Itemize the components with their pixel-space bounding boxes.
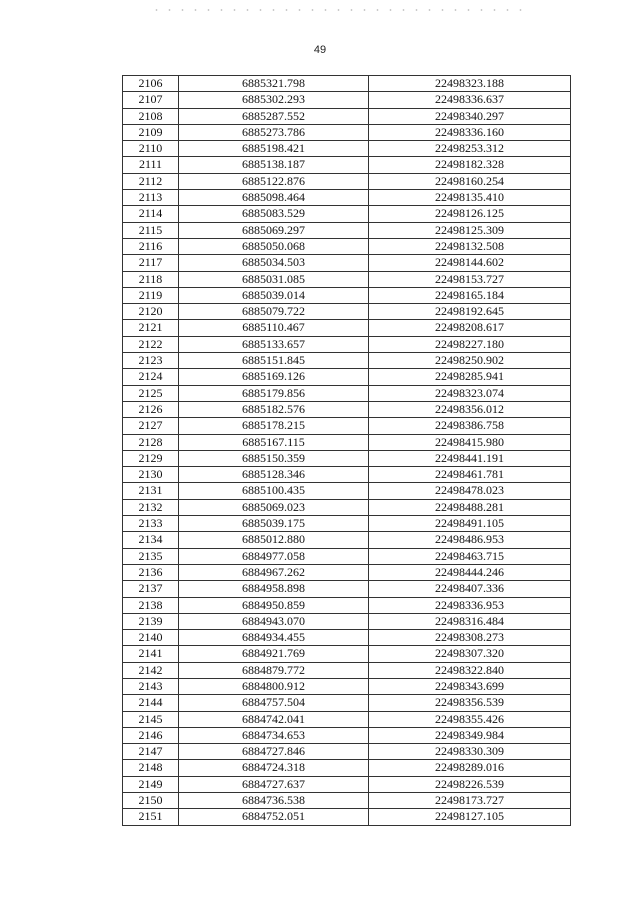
y-coordinate-cell: 22498160.254 [369, 173, 571, 189]
y-coordinate-cell: 22498192.645 [369, 304, 571, 320]
x-coordinate-cell: 6885083.529 [179, 206, 369, 222]
table-row [123, 320, 571, 336]
y-coordinate-cell: 22498182.328 [369, 157, 571, 173]
y-coordinate-cell: 22498491.105 [369, 516, 571, 532]
point-number-cell: 2117 [123, 255, 179, 271]
table-row [123, 190, 571, 206]
x-coordinate-cell: 6884752.051 [179, 809, 369, 825]
table-row [123, 418, 571, 434]
y-coordinate-cell: 22498153.727 [369, 271, 571, 287]
point-number-cell: 2127 [123, 418, 179, 434]
table-row [123, 793, 571, 809]
y-coordinate-cell: 22498250.902 [369, 353, 571, 369]
table-row [123, 744, 571, 760]
y-coordinate-cell: 22498289.016 [369, 760, 571, 776]
table-row [123, 678, 571, 694]
table-row [123, 157, 571, 173]
coordinates-table [122, 75, 571, 826]
table-row [123, 222, 571, 238]
y-coordinate-cell: 22498144.602 [369, 255, 571, 271]
table-row [123, 141, 571, 157]
point-number-cell: 2123 [123, 353, 179, 369]
x-coordinate-cell: 6885167.115 [179, 434, 369, 450]
y-coordinate-cell: 22498488.281 [369, 499, 571, 515]
point-number-cell: 2142 [123, 662, 179, 678]
point-number-cell: 2133 [123, 516, 179, 532]
point-number-cell: 2129 [123, 450, 179, 466]
x-coordinate-cell: 6884967.262 [179, 564, 369, 580]
point-number-cell: 2128 [123, 434, 179, 450]
x-coordinate-cell: 6885039.014 [179, 287, 369, 303]
y-coordinate-cell: 22498356.539 [369, 695, 571, 711]
point-number-cell: 2112 [123, 173, 179, 189]
x-coordinate-cell: 6885031.085 [179, 271, 369, 287]
point-number-cell: 2150 [123, 793, 179, 809]
y-coordinate-cell: 22498415.980 [369, 434, 571, 450]
table-row [123, 304, 571, 320]
y-coordinate-cell: 22498407.336 [369, 581, 571, 597]
x-coordinate-cell: 6885069.297 [179, 222, 369, 238]
table-row [123, 450, 571, 466]
point-number-cell: 2108 [123, 108, 179, 124]
table-row [123, 206, 571, 222]
y-coordinate-cell: 22498355.426 [369, 711, 571, 727]
x-coordinate-cell: 6885039.175 [179, 516, 369, 532]
table-row [123, 809, 571, 825]
table-row [123, 336, 571, 352]
y-coordinate-cell: 22498308.273 [369, 630, 571, 646]
x-coordinate-cell: 6884921.769 [179, 646, 369, 662]
point-number-cell: 2115 [123, 222, 179, 238]
table-row [123, 385, 571, 401]
table-row [123, 548, 571, 564]
y-coordinate-cell: 22498340.297 [369, 108, 571, 124]
point-number-cell: 2116 [123, 238, 179, 254]
table-row [123, 92, 571, 108]
x-coordinate-cell: 6885178.215 [179, 418, 369, 434]
point-number-cell: 2125 [123, 385, 179, 401]
x-coordinate-cell: 6885012.880 [179, 532, 369, 548]
x-coordinate-cell: 6885169.126 [179, 369, 369, 385]
point-number-cell: 2110 [123, 141, 179, 157]
y-coordinate-cell: 22498316.484 [369, 613, 571, 629]
table-row [123, 630, 571, 646]
y-coordinate-cell: 22498226.539 [369, 776, 571, 792]
point-number-cell: 2118 [123, 271, 179, 287]
table-row [123, 532, 571, 548]
point-number-cell: 2121 [123, 320, 179, 336]
x-coordinate-cell: 6885151.845 [179, 353, 369, 369]
y-coordinate-cell: 22498227.180 [369, 336, 571, 352]
table-row [123, 695, 571, 711]
point-number-cell: 2132 [123, 499, 179, 515]
x-coordinate-cell: 6885133.657 [179, 336, 369, 352]
y-coordinate-cell: 22498336.953 [369, 597, 571, 613]
x-coordinate-cell: 6885069.023 [179, 499, 369, 515]
table-row [123, 760, 571, 776]
x-coordinate-cell: 6885179.856 [179, 385, 369, 401]
table-row [123, 255, 571, 271]
table-row [123, 711, 571, 727]
point-number-cell: 2141 [123, 646, 179, 662]
point-number-cell: 2140 [123, 630, 179, 646]
y-coordinate-cell: 22498127.105 [369, 809, 571, 825]
point-number-cell: 2113 [123, 190, 179, 206]
x-coordinate-cell: 6884727.846 [179, 744, 369, 760]
x-coordinate-cell: 6885079.722 [179, 304, 369, 320]
table-row [123, 238, 571, 254]
x-coordinate-cell: 6885150.359 [179, 450, 369, 466]
point-number-cell: 2143 [123, 678, 179, 694]
y-coordinate-cell: 22498463.715 [369, 548, 571, 564]
point-number-cell: 2138 [123, 597, 179, 613]
point-number-cell: 2130 [123, 467, 179, 483]
point-number-cell: 2146 [123, 727, 179, 743]
point-number-cell: 2126 [123, 401, 179, 417]
y-coordinate-cell: 22498330.309 [369, 744, 571, 760]
x-coordinate-cell: 6884727.637 [179, 776, 369, 792]
x-coordinate-cell: 6885110.467 [179, 320, 369, 336]
y-coordinate-cell: 22498386.758 [369, 418, 571, 434]
x-coordinate-cell: 6885198.421 [179, 141, 369, 157]
x-coordinate-cell: 6885122.876 [179, 173, 369, 189]
point-number-cell: 2136 [123, 564, 179, 580]
scan-artifact-line [150, 9, 530, 11]
y-coordinate-cell: 22498444.246 [369, 564, 571, 580]
y-coordinate-cell: 22498356.012 [369, 401, 571, 417]
x-coordinate-cell: 6885182.576 [179, 401, 369, 417]
x-coordinate-cell: 6884950.859 [179, 597, 369, 613]
y-coordinate-cell: 22498486.953 [369, 532, 571, 548]
x-coordinate-cell: 6884943.070 [179, 613, 369, 629]
x-coordinate-cell: 6884742.041 [179, 711, 369, 727]
point-number-cell: 2145 [123, 711, 179, 727]
y-coordinate-cell: 22498135.410 [369, 190, 571, 206]
x-coordinate-cell: 6885050.068 [179, 238, 369, 254]
y-coordinate-cell: 22498125.309 [369, 222, 571, 238]
point-number-cell: 2131 [123, 483, 179, 499]
point-number-cell: 2122 [123, 336, 179, 352]
y-coordinate-cell: 22498307.320 [369, 646, 571, 662]
y-coordinate-cell: 22498336.160 [369, 124, 571, 140]
x-coordinate-cell: 6884934.455 [179, 630, 369, 646]
y-coordinate-cell: 22498253.312 [369, 141, 571, 157]
x-coordinate-cell: 6884724.318 [179, 760, 369, 776]
point-number-cell: 2124 [123, 369, 179, 385]
table-row [123, 287, 571, 303]
y-coordinate-cell: 22498208.617 [369, 320, 571, 336]
point-number-cell: 2149 [123, 776, 179, 792]
x-coordinate-cell: 6884736.538 [179, 793, 369, 809]
y-coordinate-cell: 22498132.508 [369, 238, 571, 254]
table-row [123, 662, 571, 678]
table-row [123, 581, 571, 597]
table-row [123, 173, 571, 189]
point-number-cell: 2107 [123, 92, 179, 108]
table-row [123, 76, 571, 92]
y-coordinate-cell: 22498322.840 [369, 662, 571, 678]
x-coordinate-cell: 6884977.058 [179, 548, 369, 564]
x-coordinate-cell: 6884757.504 [179, 695, 369, 711]
y-coordinate-cell: 22498478.023 [369, 483, 571, 499]
x-coordinate-cell: 6885138.187 [179, 157, 369, 173]
point-number-cell: 2109 [123, 124, 179, 140]
x-coordinate-cell: 6885273.786 [179, 124, 369, 140]
point-number-cell: 2106 [123, 76, 179, 92]
y-coordinate-cell: 22498126.125 [369, 206, 571, 222]
table-row [123, 369, 571, 385]
y-coordinate-cell: 22498285.941 [369, 369, 571, 385]
y-coordinate-cell: 22498173.727 [369, 793, 571, 809]
x-coordinate-cell: 6885321.798 [179, 76, 369, 92]
table-row [123, 564, 571, 580]
point-number-cell: 2111 [123, 157, 179, 173]
y-coordinate-cell: 22498461.781 [369, 467, 571, 483]
y-coordinate-cell: 22498323.074 [369, 385, 571, 401]
point-number-cell: 2147 [123, 744, 179, 760]
y-coordinate-cell: 22498323.188 [369, 76, 571, 92]
point-number-cell: 2151 [123, 809, 179, 825]
table-row [123, 776, 571, 792]
x-coordinate-cell: 6884800.912 [179, 678, 369, 694]
table-row [123, 124, 571, 140]
table-row [123, 646, 571, 662]
table-row [123, 401, 571, 417]
point-number-cell: 2134 [123, 532, 179, 548]
coordinates-table-body [123, 76, 571, 826]
point-number-cell: 2119 [123, 287, 179, 303]
table-row [123, 434, 571, 450]
x-coordinate-cell: 6885098.464 [179, 190, 369, 206]
y-coordinate-cell: 22498336.637 [369, 92, 571, 108]
point-number-cell: 2137 [123, 581, 179, 597]
table-row [123, 727, 571, 743]
table-row [123, 613, 571, 629]
y-coordinate-cell: 22498349.984 [369, 727, 571, 743]
table-row [123, 108, 571, 124]
table-row [123, 353, 571, 369]
table-row [123, 597, 571, 613]
page-number: 49 [313, 44, 327, 56]
point-number-cell: 2114 [123, 206, 179, 222]
x-coordinate-cell: 6884879.772 [179, 662, 369, 678]
x-coordinate-cell: 6885302.293 [179, 92, 369, 108]
x-coordinate-cell: 6884734.653 [179, 727, 369, 743]
y-coordinate-cell: 22498343.699 [369, 678, 571, 694]
table-row [123, 499, 571, 515]
table-row [123, 516, 571, 532]
x-coordinate-cell: 6885100.435 [179, 483, 369, 499]
table-row [123, 483, 571, 499]
y-coordinate-cell: 22498441.191 [369, 450, 571, 466]
table-row [123, 467, 571, 483]
point-number-cell: 2120 [123, 304, 179, 320]
y-coordinate-cell: 22498165.184 [369, 287, 571, 303]
x-coordinate-cell: 6885034.503 [179, 255, 369, 271]
point-number-cell: 2139 [123, 613, 179, 629]
point-number-cell: 2148 [123, 760, 179, 776]
point-number-cell: 2144 [123, 695, 179, 711]
x-coordinate-cell: 6885128.346 [179, 467, 369, 483]
table-row [123, 271, 571, 287]
x-coordinate-cell: 6885287.552 [179, 108, 369, 124]
x-coordinate-cell: 6884958.898 [179, 581, 369, 597]
point-number-cell: 2135 [123, 548, 179, 564]
